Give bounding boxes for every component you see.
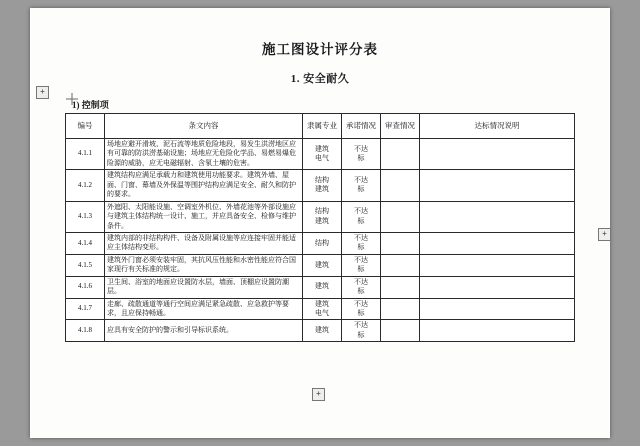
row-code: 4.1.1 — [66, 139, 105, 170]
row-profession — [303, 139, 342, 170]
row-commitment[interactable] — [342, 139, 381, 170]
commitment-line: 不达 — [354, 299, 368, 308]
commitment-line: 不达 — [354, 277, 368, 286]
row-profession — [303, 276, 342, 298]
profession-line: 建筑 — [315, 326, 329, 335]
row-review[interactable] — [381, 232, 420, 254]
table-row — [66, 298, 575, 320]
commitment-line: 标 — [357, 243, 365, 252]
row-commitment[interactable] — [342, 254, 381, 276]
row-commitment[interactable] — [342, 298, 381, 320]
row-profession — [303, 170, 342, 201]
resize-handle-left[interactable]: + — [36, 86, 49, 99]
commitment-line: 不达 — [354, 233, 368, 242]
row-profession — [303, 320, 342, 342]
row-review[interactable] — [381, 320, 420, 342]
row-commitment[interactable] — [342, 170, 381, 201]
table-body — [66, 139, 575, 342]
section-label: 1) 控制项 — [72, 100, 109, 110]
commitment-line: 不达 — [354, 176, 368, 185]
header-explanation: 达标情况说明 — [420, 114, 575, 139]
commitment-line: 标 — [357, 185, 365, 194]
row-code: 4.1.6 — [66, 276, 105, 298]
row-commitment[interactable] — [342, 201, 381, 232]
commitment-line: 不达 — [354, 321, 368, 330]
table-header-row — [66, 114, 575, 139]
profession-line: 结构 — [315, 176, 329, 185]
resize-handle-right[interactable]: + — [598, 228, 611, 241]
row-explanation[interactable] — [420, 201, 575, 232]
profession-line: 建筑 — [315, 216, 329, 225]
row-content: 外遮阳、太阳能设施、空调室外机位、外墙花池等外部设施应与建筑主体结构统一设计、施工，并应具备安全、检修与维护条件。 — [105, 201, 303, 232]
header-commitment: 承诺情况 — [342, 114, 381, 139]
row-explanation[interactable] — [420, 298, 575, 320]
row-review[interactable] — [381, 254, 420, 276]
row-content: 卫生间、浴室的地面应设置防水层，墙面、顶棚应设置防潮层。 — [105, 276, 303, 298]
commitment-line: 标 — [357, 216, 365, 225]
row-commitment[interactable] — [342, 232, 381, 254]
row-review[interactable] — [381, 276, 420, 298]
table-row — [66, 170, 575, 201]
commitment-line: 不达 — [354, 144, 368, 153]
commitment-line: 标 — [357, 287, 365, 296]
header-code: 编号 — [66, 114, 105, 139]
row-content: 建筑内部的非结构构件、设备及附属设施等应连接牢固并能适应主体结构变形。 — [105, 232, 303, 254]
row-explanation[interactable] — [420, 320, 575, 342]
row-review[interactable] — [381, 170, 420, 201]
header-profession: 隶属专业 — [303, 114, 342, 139]
header-review: 审查情况 — [381, 114, 420, 139]
document-page — [30, 8, 610, 438]
row-commitment[interactable] — [342, 276, 381, 298]
row-code: 4.1.3 — [66, 201, 105, 232]
row-commitment[interactable] — [342, 320, 381, 342]
table-row — [66, 139, 575, 170]
page-title: 施工图设计评分表 — [262, 42, 378, 57]
row-explanation[interactable] — [420, 170, 575, 201]
row-explanation[interactable] — [420, 139, 575, 170]
row-content: 建筑外门窗必须安装牢固，其抗风压性能和水密性能应符合国家现行有关标准的规定。 — [105, 254, 303, 276]
row-content: 场地应避开滑坡、泥石流等地质危险地段，易发生洪涝地区应有可靠的防洪涝基础设施；场地应无危险化学品、易燃易爆危险源的威胁，应无电磁辐射、含氡土壤的危害。 — [105, 139, 303, 170]
table-row — [66, 201, 575, 232]
commitment-line: 不达 — [354, 255, 368, 264]
page-corner-marker — [64, 91, 80, 107]
row-explanation[interactable] — [420, 276, 575, 298]
header-content: 条文内容 — [105, 114, 303, 139]
commitment-line: 不达 — [354, 207, 368, 216]
row-review[interactable] — [381, 201, 420, 232]
table-row — [66, 320, 575, 342]
commitment-line: 标 — [357, 309, 365, 317]
scoring-table — [65, 113, 575, 342]
profession-line: 电气 — [315, 154, 329, 163]
row-content: 应具有安全防护的警示和引导标识系统。 — [105, 320, 303, 342]
profession-line: 电气 — [315, 309, 329, 317]
row-profession — [303, 298, 342, 320]
profession-line: 建筑 — [315, 299, 329, 308]
resize-handle-bottom[interactable]: + — [312, 388, 325, 401]
row-explanation[interactable] — [420, 254, 575, 276]
row-review[interactable] — [381, 298, 420, 320]
row-review[interactable] — [381, 139, 420, 170]
row-code: 4.1.8 — [66, 320, 105, 342]
profession-line: 结构 — [315, 238, 329, 247]
table-row — [66, 232, 575, 254]
row-code: 4.1.7 — [66, 298, 105, 320]
table-row — [66, 276, 575, 298]
profession-line: 结构 — [315, 207, 329, 216]
commitment-line: 标 — [357, 330, 365, 339]
profession-line: 建筑 — [315, 260, 329, 269]
page-subtitle: 1. 安全耐久 — [290, 73, 350, 85]
row-profession — [303, 254, 342, 276]
commitment-line: 标 — [357, 154, 365, 163]
row-code: 4.1.4 — [66, 232, 105, 254]
row-profession — [303, 201, 342, 232]
table-row — [66, 254, 575, 276]
row-profession — [303, 232, 342, 254]
row-explanation[interactable] — [420, 232, 575, 254]
row-content: 走廊、疏散通道等通行空间应满足紧急疏散、应急救护等要求，且应保持畅通。 — [105, 298, 303, 320]
row-content: 建筑结构应满足承载力和建筑使用功能要求。建筑外墙、屋面、门窗、幕墙及外保温等围护结构应满足安全、耐久和防护的要求。 — [105, 170, 303, 201]
profession-line: 建筑 — [315, 282, 329, 291]
profession-line: 建筑 — [315, 144, 329, 153]
row-code: 4.1.5 — [66, 254, 105, 276]
profession-line: 建筑 — [315, 185, 329, 194]
commitment-line: 标 — [357, 265, 365, 274]
row-code: 4.1.2 — [66, 170, 105, 201]
